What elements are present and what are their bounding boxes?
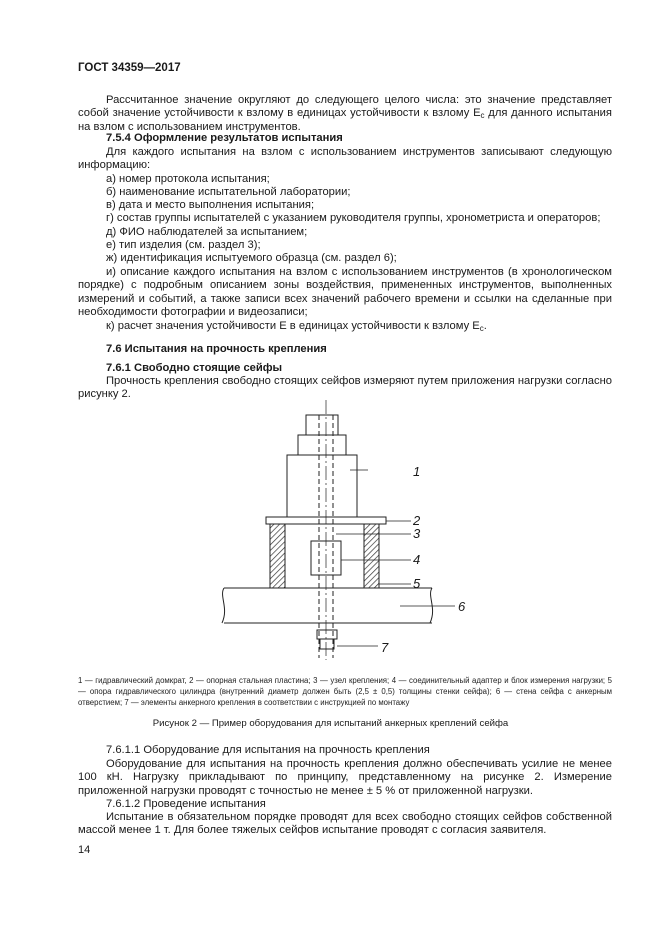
figure-legend: 1 — гидравлический домкрат, 2 — опорная стальная пластина; 3 — узел крепления; 4 — соединительный адаптер и блок измерения нагрузки; 5 — опора гидравлического цилиндра (внутренний диаметр должен быть (2,5 ± 0,5) толщины стенки сейфа); 6 — стена сейфа с анкерным отверстием; 7 — элементы анкерного крепления в соответствии с инструкцией по монтажу: [78, 676, 612, 708]
page-number: 14: [78, 844, 91, 856]
list-item: б) наименование испытательной лаборатории;: [106, 186, 351, 198]
section-heading-7-5-4: 7.5.4 Оформление результатов испытания: [106, 132, 343, 144]
list-item-description: и) описание каждого испытания на взлом с использованием инструментов (в хронологическом порядке) с подробным описанием зоны воздействия, примененных инструментов, выполненных измерений и событий, а также записи всех значений рабочего времени и ссылки на сделанные при необходимости фотографии и видеозаписи;: [78, 266, 612, 319]
figure-label-1: 1: [413, 464, 421, 479]
cylinder-support-right: [364, 524, 379, 588]
figure-label-3: 3: [413, 526, 421, 541]
document-header: ГОСТ 34359—2017: [78, 62, 181, 74]
paragraph-7-6-1-2: Испытание в обязательном порядке проводят для всех свободно стоящих сейфов собственной массой менее 1 т. Для более тяжелых сейфов испытание проводят с согласия заявителя.: [78, 811, 612, 837]
figure-label-2: 2: [413, 513, 421, 528]
cylinder-support-left: [270, 524, 285, 588]
section-heading-7-6: 7.6 Испытания на прочность крепления: [106, 343, 327, 355]
figure-caption: Рисунок 2 — Пример оборудования для испытаний анкерных креплений сейфа: [152, 718, 509, 729]
list-item: в) дата и место выполнения испытания;: [106, 199, 315, 211]
list-item: г) состав группы испытателей с указанием руководителя группы, хронометриста и операторов;: [106, 212, 601, 224]
paragraph-rounding: Рассчитанное значение округляют до следующего целого числа: это значение представляет собой значение устойчивости к взлому в единицах устойчивости к взлому $E_c$ для данного испытания на взлом с использованием инструментов.: [78, 94, 612, 133]
list-item: ж) идентификация испытуемого образца (см. раздел 6);: [106, 252, 397, 264]
anchor-nut: [317, 630, 337, 639]
paragraph-7-6-1-1: Оборудование для испытания на прочность крепления должно обеспечивать усилие не менее 100 кН. Нагрузку прикладывают по принципу, представленному на рисунке 2. Измерение приложенной нагрузки проводят с точностью не менее ± 5 % от приложенной нагрузки.: [78, 758, 612, 797]
figure-label-6: 6: [458, 599, 466, 614]
list-item: д) ФИО наблюдателей за испытанием;: [106, 226, 308, 238]
section-heading-7-6-1-1: 7.6.1.1 Оборудование для испытания на прочность крепления: [106, 744, 430, 756]
figure-label-5: 5: [413, 576, 421, 591]
figure-label-7: 7: [381, 640, 389, 655]
list-item: а) номер протокола испытания;: [106, 173, 270, 185]
jack-collar: [298, 435, 346, 455]
list-item-calculation: к) расчет значения устойчивости E в единицах устойчивости к взлому $E_c$.: [106, 320, 487, 333]
list-item: е) тип изделия (см. раздел 3);: [106, 239, 261, 251]
hydraulic-jack: [287, 455, 357, 517]
section-heading-7-6-1: 7.6.1 Свободно стоящие сейфы: [106, 362, 283, 374]
paragraph-7-6-1: Прочность крепления свободно стоящих сейфов измеряют путем приложения нагрузки согласно рисунку 2.: [78, 375, 612, 401]
paragraph-7-5-4: Для каждого испытания на взлом с использованием инструментов записывают следующую информацию:: [78, 146, 612, 172]
figure-label-4: 4: [413, 552, 421, 567]
section-heading-7-6-1-2: 7.6.1.2 Проведение испытания: [106, 798, 266, 810]
